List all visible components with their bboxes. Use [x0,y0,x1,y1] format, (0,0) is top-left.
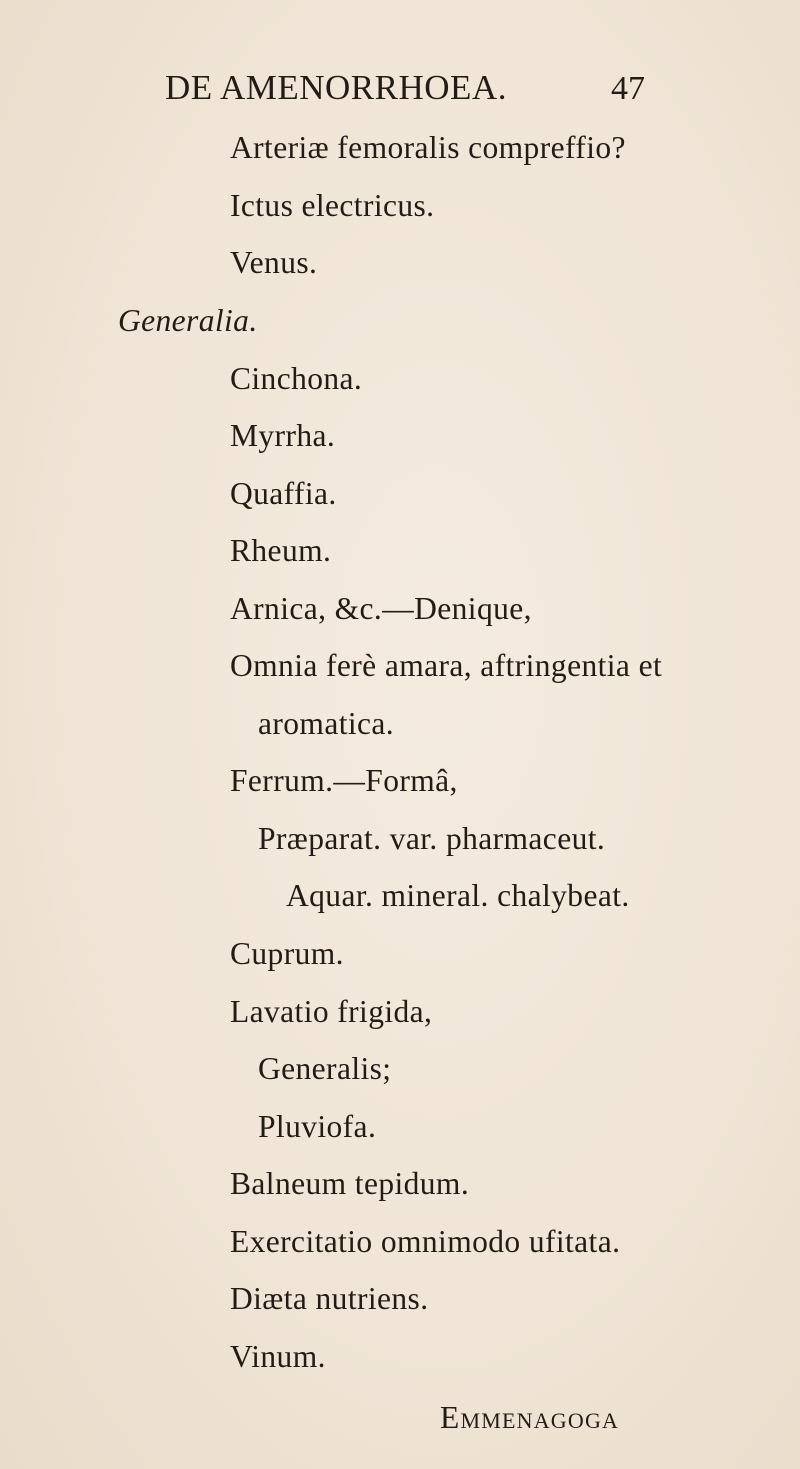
text-line: Ferrum.—Formâ, [230,763,458,798]
section-heading: Generalia. [118,303,258,338]
text-line: Aquar. mineral. chalybeat. [286,878,630,913]
text-line: Ictus electricus. [230,188,435,223]
catchword: Emmenagoga [440,1400,620,1435]
text-line: Quaffia. [230,476,337,511]
text-line: Vinum. [230,1339,326,1374]
text-line: Omnia ferè amara, aftringentia et [230,648,663,683]
text-line: Lavatio frigida, [230,994,433,1029]
page-number: 47 [611,70,645,107]
text-line: Venus. [230,245,318,280]
text-line: Cuprum. [230,936,344,971]
text-line: Cinchona. [230,361,363,396]
text-line: Præparat. var. pharmaceut. [258,821,606,856]
text-line: Diæta nutriens. [230,1281,429,1316]
header-title: DE AMENORRHOEA. [165,68,507,107]
text-line: Rheum. [230,533,332,568]
text-line: Arteriæ femoralis compreffio? [230,130,626,165]
running-header [165,68,645,118]
text-line: aromatica. [258,706,395,741]
text-line: Pluviofa. [258,1109,377,1144]
text-line: Myrrha. [230,418,336,453]
text-line: Arnica, &c.—Denique, [230,591,532,626]
text-line: Exercitatio omnimodo ufitata. [230,1224,621,1259]
text-line: Generalis; [258,1051,392,1086]
text-line: Balneum tepidum. [230,1166,470,1201]
